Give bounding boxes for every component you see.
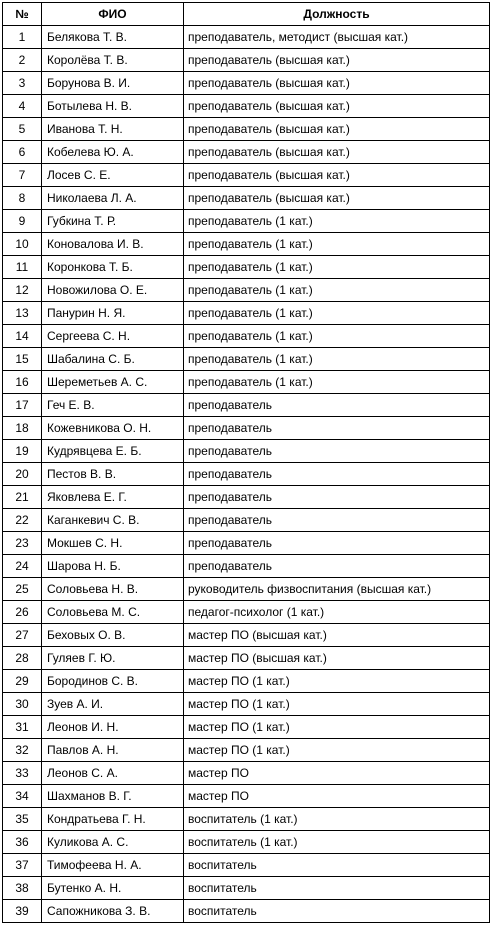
employee-position: педагог-психолог (1 кат.) [184,601,490,624]
row-number: 2 [3,49,42,72]
employee-position: мастер ПО [184,785,490,808]
employee-name: Гуляев Г. Ю. [42,647,184,670]
table-row [3,532,490,555]
employee-name: Сапожникова З. В. [42,900,184,923]
row-number: 29 [3,670,42,693]
row-number: 10 [3,233,42,256]
employee-name: Каганкевич С. В. [42,509,184,532]
employee-position: преподаватель (высшая кат.) [184,141,490,164]
employee-position: преподаватель (высшая кат.) [184,187,490,210]
row-number: 33 [3,762,42,785]
table-row [3,509,490,532]
employee-name: Кожевникова О. Н. [42,417,184,440]
employee-name: Павлов А. Н. [42,739,184,762]
employee-position: преподаватель (высшая кат.) [184,118,490,141]
employee-name: Шабалина С. Б. [42,348,184,371]
row-number: 19 [3,440,42,463]
row-number: 6 [3,141,42,164]
row-number: 34 [3,785,42,808]
employee-position: преподаватель (1 кат.) [184,325,490,348]
employee-name: Сергеева С. Н. [42,325,184,348]
employee-position: преподаватель (высшая кат.) [184,164,490,187]
table-row [3,348,490,371]
row-number: 7 [3,164,42,187]
table-row [3,854,490,877]
employee-name: Николаева Л. А. [42,187,184,210]
employee-name: Зуев А. И. [42,693,184,716]
table-row [3,26,490,49]
row-number: 27 [3,624,42,647]
employee-name: Шереметьев А. С. [42,371,184,394]
table-row [3,716,490,739]
row-number: 39 [3,900,42,923]
employee-position: преподаватель [184,555,490,578]
employee-name: Яковлева Е. Г. [42,486,184,509]
employee-position: преподаватель [184,532,490,555]
row-number: 23 [3,532,42,555]
table-row [3,670,490,693]
table-row [3,463,490,486]
table-row [3,72,490,95]
table-header-row [3,3,490,26]
row-number: 20 [3,463,42,486]
table-row [3,624,490,647]
employee-name: Мокшев С. Н. [42,532,184,555]
employee-position: мастер ПО (высшая кат.) [184,624,490,647]
table-row [3,394,490,417]
row-number: 24 [3,555,42,578]
table-row [3,164,490,187]
employee-name: Куликова А. С. [42,831,184,854]
row-number: 5 [3,118,42,141]
row-number: 16 [3,371,42,394]
employee-position: преподаватель (1 кат.) [184,279,490,302]
employee-name: Беховых О. В. [42,624,184,647]
employee-name: Пестов В. В. [42,463,184,486]
table-row [3,210,490,233]
row-number: 18 [3,417,42,440]
employee-position: воспитатель (1 кат.) [184,808,490,831]
employee-name: Геч Е. В. [42,394,184,417]
header-position: Должность [184,3,490,26]
table-row [3,440,490,463]
employee-name: Коронкова Т. Б. [42,256,184,279]
row-number: 1 [3,26,42,49]
row-number: 11 [3,256,42,279]
row-number: 37 [3,854,42,877]
employee-position: воспитатель (1 кат.) [184,831,490,854]
table-row [3,877,490,900]
employee-position: преподаватель (1 кат.) [184,210,490,233]
table-body [3,26,490,923]
table-row [3,900,490,923]
row-number: 4 [3,95,42,118]
employee-position: мастер ПО [184,762,490,785]
table-row [3,302,490,325]
row-number: 17 [3,394,42,417]
employee-name: Соловьева М. С. [42,601,184,624]
table-row [3,578,490,601]
row-number: 3 [3,72,42,95]
table-row [3,739,490,762]
employee-position: преподаватель (высшая кат.) [184,95,490,118]
row-number: 21 [3,486,42,509]
employee-name: Белякова Т. В. [42,26,184,49]
table-row [3,555,490,578]
employee-position: преподаватель [184,440,490,463]
table-row [3,256,490,279]
employee-name: Шахманов В. Г. [42,785,184,808]
table-row [3,693,490,716]
row-number: 12 [3,279,42,302]
table-row [3,808,490,831]
table-row [3,601,490,624]
row-number: 8 [3,187,42,210]
employee-position: преподаватель (1 кат.) [184,256,490,279]
row-number: 15 [3,348,42,371]
employee-position: руководитель физвоспитания (высшая кат.) [184,578,490,601]
row-number: 35 [3,808,42,831]
row-number: 38 [3,877,42,900]
row-number: 13 [3,302,42,325]
row-number: 26 [3,601,42,624]
employee-name: Шарова Н. Б. [42,555,184,578]
employee-name: Леонов С. А. [42,762,184,785]
employee-name: Кудрявцева Е. Б. [42,440,184,463]
employee-position: воспитатель [184,900,490,923]
row-number: 28 [3,647,42,670]
row-number: 9 [3,210,42,233]
employee-name: Ботылева Н. В. [42,95,184,118]
table-row [3,417,490,440]
table-row [3,647,490,670]
employee-name: Новожилова О. Е. [42,279,184,302]
employee-position: воспитатель [184,854,490,877]
employee-position: мастер ПО (1 кат.) [184,716,490,739]
row-number: 30 [3,693,42,716]
employee-position: преподаватель [184,486,490,509]
table-row [3,762,490,785]
employee-position: преподаватель (1 кат.) [184,302,490,325]
employee-name: Кобелева Ю. А. [42,141,184,164]
employee-position: преподаватель, методист (высшая кат.) [184,26,490,49]
employee-position: преподаватель (1 кат.) [184,371,490,394]
employee-name: Бутенко А. Н. [42,877,184,900]
table-row [3,371,490,394]
row-number: 25 [3,578,42,601]
employee-position: преподаватель [184,509,490,532]
table-row [3,187,490,210]
employee-name: Губкина Т. Р. [42,210,184,233]
employee-name: Тимофеева Н. А. [42,854,184,877]
employee-name: Леонов И. Н. [42,716,184,739]
employee-name: Бородинов С. В. [42,670,184,693]
table-row [3,141,490,164]
table-row [3,118,490,141]
table-row [3,325,490,348]
employee-position: преподаватель [184,417,490,440]
row-number: 31 [3,716,42,739]
employee-position: преподаватель (высшая кат.) [184,49,490,72]
employee-position: преподаватель (высшая кат.) [184,72,490,95]
header-full-name: ФИО [42,3,184,26]
employee-name: Королёва Т. В. [42,49,184,72]
row-number: 32 [3,739,42,762]
row-number: 14 [3,325,42,348]
employee-position: мастер ПО (1 кат.) [184,670,490,693]
table-row [3,486,490,509]
employee-position: преподаватель (1 кат.) [184,233,490,256]
employee-name: Соловьева Н. В. [42,578,184,601]
employee-name: Иванова Т. Н. [42,118,184,141]
table-row [3,49,490,72]
employee-position: мастер ПО (высшая кат.) [184,647,490,670]
row-number: 22 [3,509,42,532]
table-row [3,831,490,854]
employee-name: Кондратьева Г. Н. [42,808,184,831]
header-number: № [3,3,42,26]
employee-name: Лосев С. Е. [42,164,184,187]
employee-position: преподаватель [184,463,490,486]
employee-position: воспитатель [184,877,490,900]
employee-name: Панурин Н. Я. [42,302,184,325]
employee-position: мастер ПО (1 кат.) [184,693,490,716]
employee-position: мастер ПО (1 кат.) [184,739,490,762]
staff-table [2,2,490,923]
table-row [3,785,490,808]
employee-name: Коновалова И. В. [42,233,184,256]
table-row [3,95,490,118]
employee-position: преподаватель [184,394,490,417]
table-row [3,233,490,256]
row-number: 36 [3,831,42,854]
employee-name: Борунова В. И. [42,72,184,95]
table-row [3,279,490,302]
employee-position: преподаватель (1 кат.) [184,348,490,371]
